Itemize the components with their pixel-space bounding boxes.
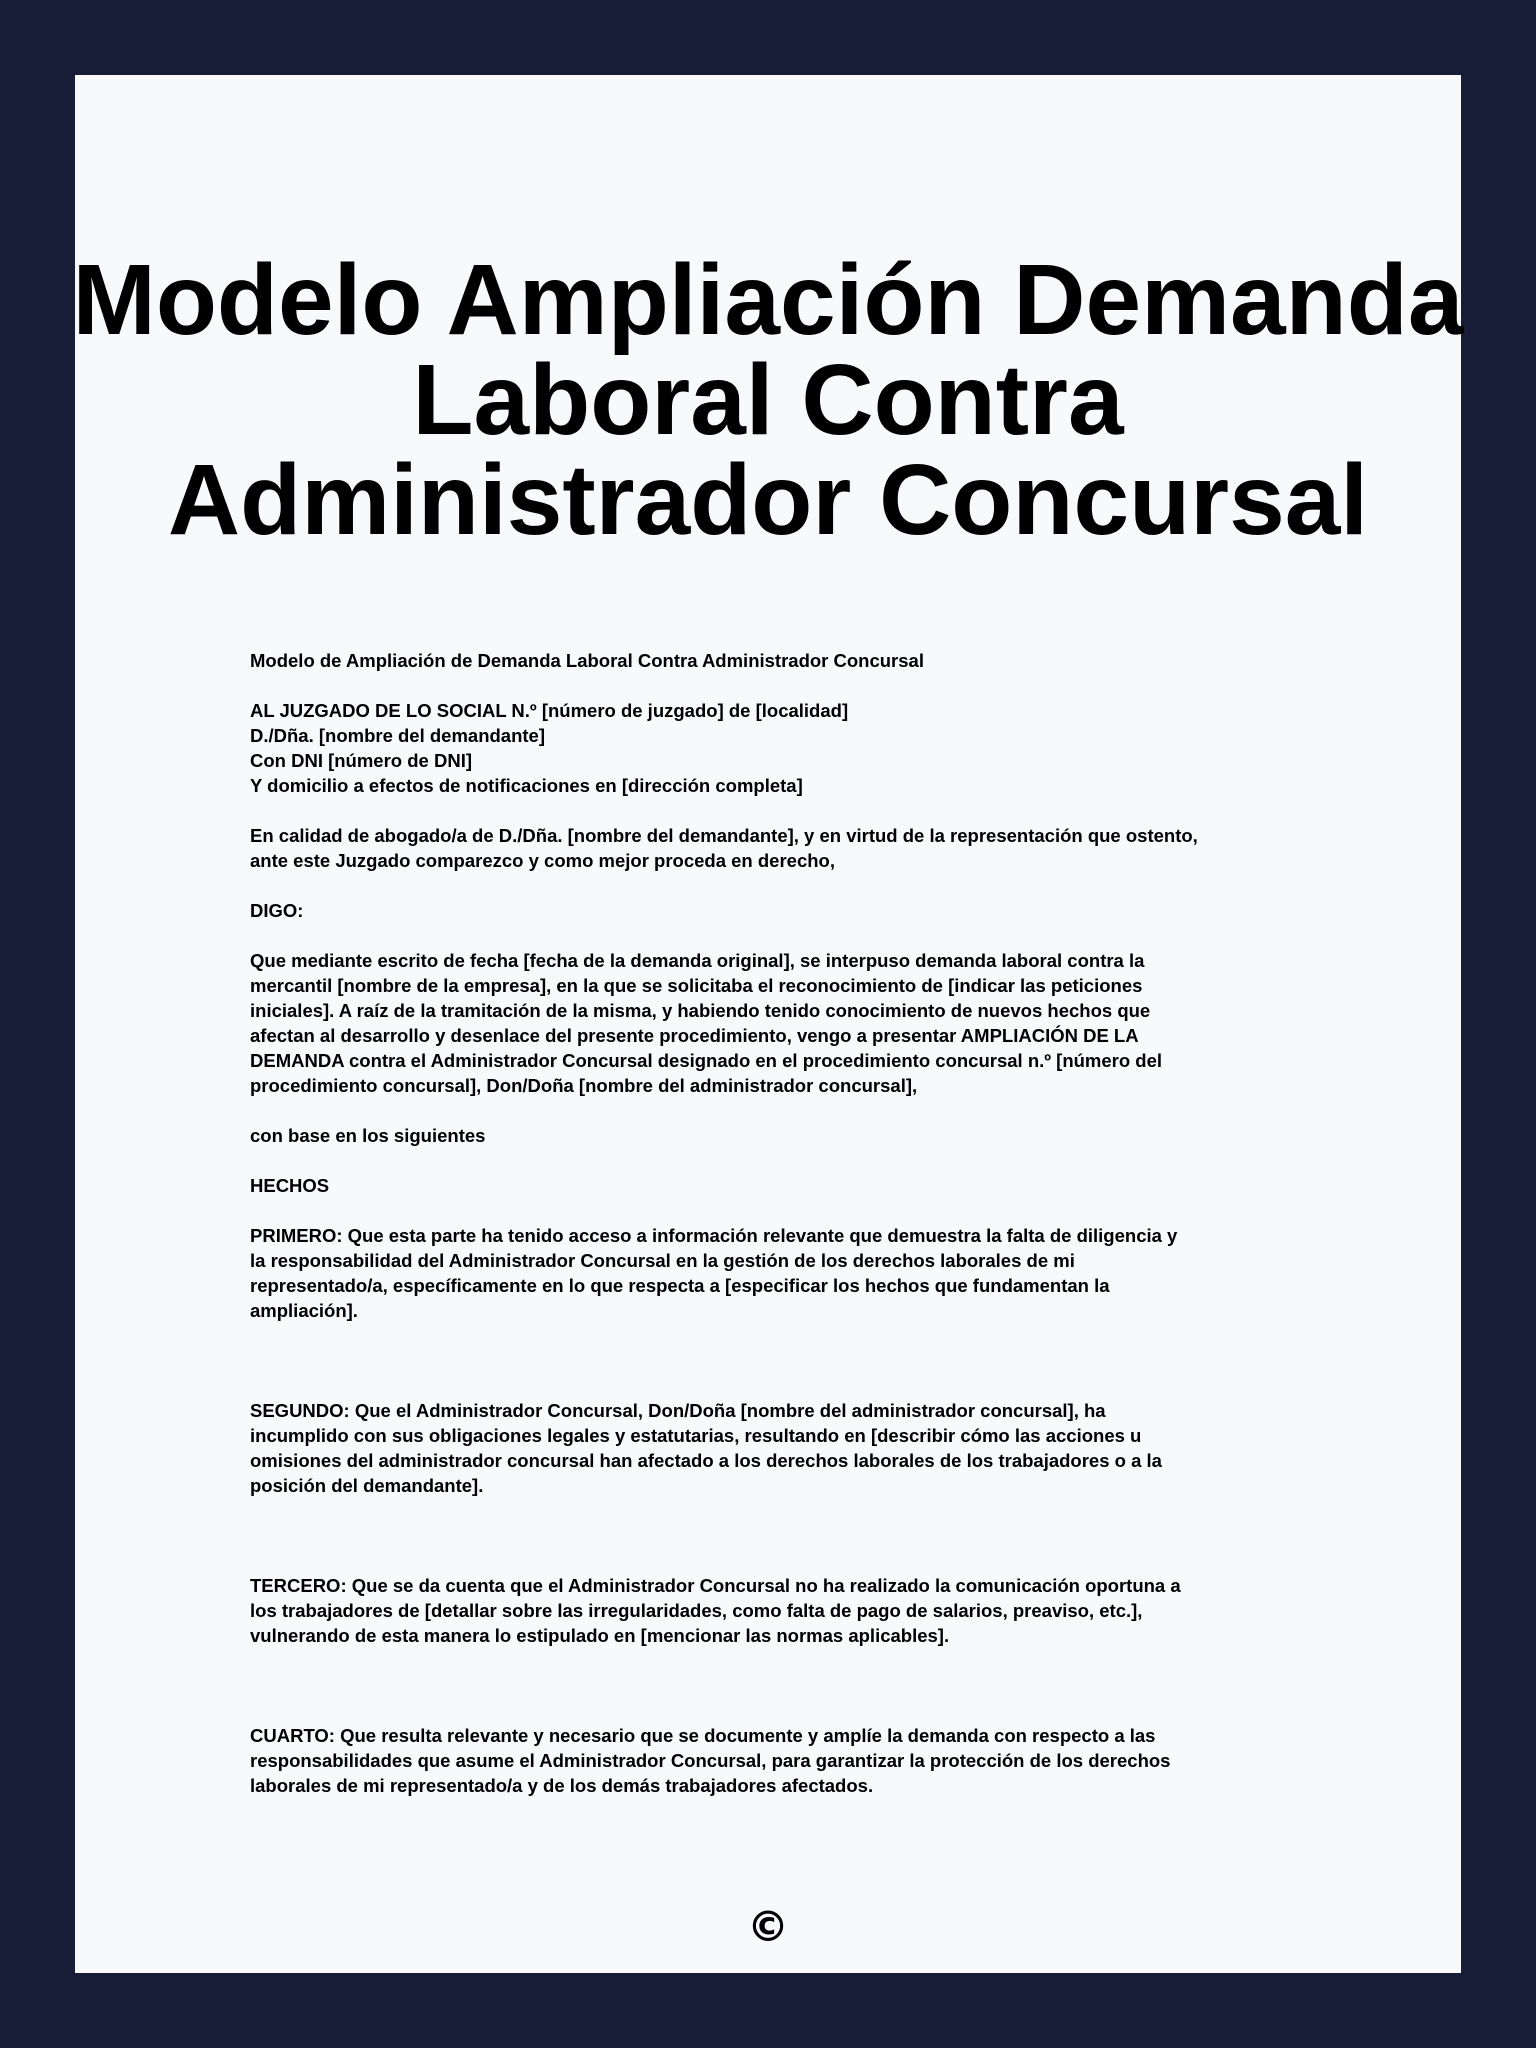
title-line-1: Modelo Ampliación Demanda xyxy=(72,244,1464,356)
tercero-line: TERCERO: Que se da cuenta que el Administrador Concursal no ha realizado la comunicación oportuna a xyxy=(250,1575,1181,1596)
segundo-line: incumplido con sus obligaciones legales y estatutarias, resultando en [describir cómo las acciones u xyxy=(250,1425,1142,1446)
dni-line: Con DNI [número de DNI] xyxy=(250,750,472,771)
title-line-3: Administrador Concursal xyxy=(167,444,1369,556)
main-line: mercantil [nombre de la empresa], en la que se solicitaba el reconocimiento de [indicar las peticiones xyxy=(250,975,1143,996)
segundo-line: omisiones del administrador concursal han afectado a los derechos laborales de los trabajadores o a la xyxy=(250,1450,1162,1471)
tercero-line: los trabajadores de [detallar sobre las irregularidades, como falta de pago de salarios, preaviso, etc.], xyxy=(250,1600,1143,1621)
base-line: con base en los siguientes xyxy=(250,1125,486,1146)
document-title xyxy=(0,244,1536,556)
intro-line: ante este Juzgado comparezco y como mejor proceda en derecho, xyxy=(250,850,835,871)
segundo-paragraph xyxy=(250,1398,1290,1498)
hechos-heading: HECHOS xyxy=(250,1175,330,1196)
digo-label: DIGO: xyxy=(250,900,304,921)
cuarto-line: CUARTO: Que resulta relevante y necesario que se documente y amplíe la demanda con respecto a las xyxy=(250,1725,1156,1746)
main-line: procedimiento concursal], Don/Doña [nombre del administrador concursal], xyxy=(250,1075,918,1096)
address-line: Y domicilio a efectos de notificaciones en [dirección completa] xyxy=(250,775,803,796)
main-line: Que mediante escrito de fecha [fecha de la demanda original], se interpuso demanda laboral contra la xyxy=(250,950,1145,971)
intro-line: En calidad de abogado/a de D./Dña. [nombre del demandante], y en virtud de la representación que ostento, xyxy=(250,825,1198,846)
primero-line: ampliación]. xyxy=(250,1300,358,1321)
primero-line: representado/a, específicamente en lo que respecta a [especificar los hechos que fundamentan la xyxy=(250,1275,1110,1296)
segundo-line: SEGUNDO: Que el Administrador Concursal, Don/Doña [nombre del administrador concursal], ha xyxy=(250,1400,1106,1421)
title-line-2: Laboral Contra xyxy=(412,344,1124,456)
segundo-line: posición del demandante]. xyxy=(250,1475,484,1496)
cuarto-paragraph xyxy=(250,1723,1290,1798)
primero-line: la responsabilidad del Administrador Concursal en la gestión de los derechos laborales de mi xyxy=(250,1250,1075,1271)
main-paragraph xyxy=(250,948,1290,1098)
plaintiff-line: D./Dña. [nombre del demandante] xyxy=(250,725,546,746)
court-line: AL JUZGADO DE LO SOCIAL N.º [número de juzgado] de [localidad] xyxy=(250,700,849,721)
main-line: iniciales]. A raíz de la tramitación de la misma, y habiendo tenido conocimiento de nuevos hechos que xyxy=(250,1000,1151,1021)
primero-paragraph xyxy=(250,1223,1290,1323)
document-heading: Modelo de Ampliación de Demanda Laboral Contra Administrador Concursal xyxy=(250,650,924,671)
tercero-paragraph xyxy=(250,1573,1290,1648)
document-body xyxy=(250,648,1290,1798)
tercero-line: vulnerando de esta manera lo estipulado en [mencionar las normas aplicables]. xyxy=(250,1625,950,1646)
cuarto-line: laborales de mi representado/a y de los demás trabajadores afectados. xyxy=(250,1775,874,1796)
primero-line: PRIMERO: Que esta parte ha tenido acceso a información relevante que demuestra la falta de diligencia y xyxy=(250,1225,1178,1246)
intro-paragraph xyxy=(250,823,1290,873)
main-line: afectan al desarrollo y desenlace del presente procedimiento, vengo a presentar AMPLIACIÓN DE LA xyxy=(250,1025,1139,1046)
copyright-icon: © xyxy=(747,1902,789,1951)
cuarto-line: responsabilidades que asume el Administrador Concursal, para garantizar la protección de los derechos xyxy=(250,1750,1171,1771)
main-line: DEMANDA contra el Administrador Concursal designado en el procedimiento concursal n.º [número del xyxy=(250,1050,1163,1071)
